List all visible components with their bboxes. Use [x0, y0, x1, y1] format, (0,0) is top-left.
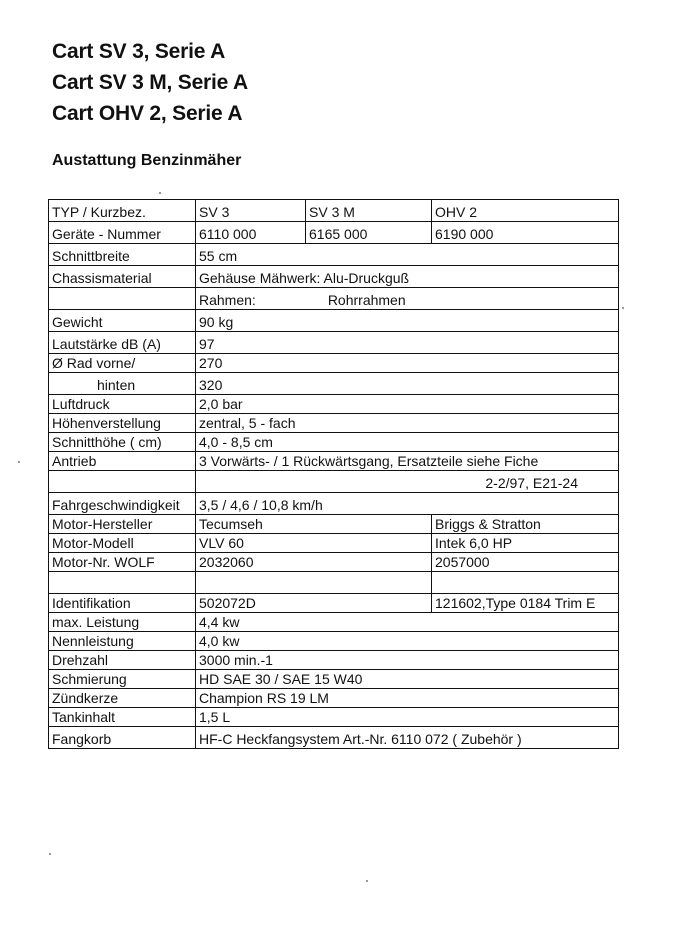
table-row-antrieb — [49, 452, 619, 471]
cell-value: 55 cm — [196, 244, 619, 266]
table-row-tankinhalt — [49, 708, 619, 727]
document-titles — [52, 36, 248, 129]
cell-value: 3000 min.-1 — [196, 651, 619, 670]
cell-label: TYP / Kurzbez. — [49, 200, 196, 222]
cell-ohv-value: 121602,Type 0184 Trim E — [432, 594, 619, 613]
cell-value: Champion RS 19 LM — [196, 689, 619, 708]
cell-label: Drehzahl — [49, 651, 196, 670]
table-row-nennleistung — [49, 632, 619, 651]
cell-value: 320 — [196, 373, 619, 395]
rahmen-value: Rohrrahmen — [327, 292, 406, 308]
table-row-rad-vorne — [49, 354, 619, 373]
table-row-motor-nr — [49, 553, 619, 572]
table-row-fahrgeschwindigkeit — [49, 493, 619, 515]
table-row-gewicht — [49, 310, 619, 332]
table-row-rahmen — [49, 288, 619, 310]
cell-label: Fahrgeschwindigkeit — [49, 493, 196, 515]
cell-ohv2: 6190 000 — [432, 222, 619, 244]
cell-ohv2: OHV 2 — [432, 200, 619, 222]
cell-ohv-value: Intek 6,0 HP — [432, 534, 619, 553]
table-row-header — [49, 200, 619, 222]
cell-value: Gehäuse Mähwerk: Alu-Druckguß — [196, 266, 619, 288]
table-row-hoehenverstellung — [49, 414, 619, 433]
cell-label-empty — [49, 288, 196, 310]
cell-value: 97 — [196, 332, 619, 354]
section-subtitle: Austattung Benzinmäher — [52, 152, 242, 169]
table-row-empty — [49, 572, 619, 594]
cell-label: Chassismaterial — [49, 266, 196, 288]
table-row-max-leistung — [49, 613, 619, 632]
cell-value: 4,4 kw — [196, 613, 619, 632]
cell-label: Tankinhalt — [49, 708, 196, 727]
cell-value: 90 kg — [196, 310, 619, 332]
table-row-fangkorb — [49, 727, 619, 749]
cell-label: Nennleistung — [49, 632, 196, 651]
cell-label: Schmierung — [49, 670, 196, 689]
cell-sv-value: Tecumseh — [196, 515, 432, 534]
title-sv3m: Cart SV 3 M, Serie A — [52, 71, 248, 94]
title-ohv2: Cart OHV 2, Serie A — [52, 102, 243, 125]
cell-sv-value: VLV 60 — [196, 534, 432, 553]
cell-ohv-value: 2057000 — [432, 553, 619, 572]
cell-label: Schnitthöhe ( cm) — [49, 433, 196, 452]
cell-label: Motor-Modell — [49, 534, 196, 553]
cell-value: 3,5 / 4,6 / 10,8 km/h — [196, 493, 619, 515]
scan-speck — [18, 461, 20, 463]
table-row-zuendkerze — [49, 689, 619, 708]
cell-rahmen — [196, 288, 619, 310]
cell-sv-value: 2032060 — [196, 553, 432, 572]
rahmen-label: Rahmen: — [199, 292, 256, 308]
cell-value: HD SAE 30 / SAE 15 W40 — [196, 670, 619, 689]
cell-ohv-value: Briggs & Stratton — [432, 515, 619, 534]
cell-label: Luftdruck — [49, 395, 196, 414]
cell-label: Höhenverstellung — [49, 414, 196, 433]
table-row-schnittbreite — [49, 244, 619, 266]
cell-label: Lautstärke dB (A) — [49, 332, 196, 354]
cell-label: Ø Rad vorne/ — [49, 354, 196, 373]
table-row-chassis — [49, 266, 619, 288]
cell-label: Fangkorb — [49, 727, 196, 749]
scan-speck — [366, 880, 368, 882]
cell-sv3: SV 3 — [196, 200, 306, 222]
table-row-identifikation — [49, 594, 619, 613]
cell-empty — [196, 572, 432, 594]
cell-label-empty — [49, 471, 196, 493]
cell-empty — [49, 572, 196, 594]
title-sv3: Cart SV 3, Serie A — [52, 40, 226, 63]
cell-label: Motor-Hersteller — [49, 515, 196, 534]
cell-value: 4,0 kw — [196, 632, 619, 651]
scan-speck — [159, 192, 161, 194]
table-row-antrieb-ref — [49, 471, 619, 493]
scan-speck — [49, 853, 51, 855]
table-row-rad-hinten — [49, 373, 619, 395]
table-row-schnitthoehe — [49, 433, 619, 452]
table-row-motor-modell — [49, 534, 619, 553]
cell-sv3m: SV 3 M — [306, 200, 432, 222]
table-row-lautstaerke — [49, 332, 619, 354]
cell-value: 2,0 bar — [196, 395, 619, 414]
cell-sv-value: 502072D — [196, 594, 432, 613]
cell-label: Schnittbreite — [49, 244, 196, 266]
cell-empty — [432, 572, 619, 594]
cell-label: Zündkerze — [49, 689, 196, 708]
scan-speck — [622, 307, 624, 309]
cell-sv3: 6110 000 — [196, 222, 306, 244]
table-row-motor-hersteller — [49, 515, 619, 534]
cell-label: Gewicht — [49, 310, 196, 332]
cell-value: 2-2/97, E21-24 — [196, 471, 619, 493]
cell-sv3m: 6165 000 — [306, 222, 432, 244]
table-row-schmierung — [49, 670, 619, 689]
cell-label: Antrieb — [49, 452, 196, 471]
cell-label: Identifikation — [49, 594, 196, 613]
cell-value: 3 Vorwärts- / 1 Rückwärtsgang, Ersatzteile siehe Fiche — [196, 452, 619, 471]
cell-value: zentral, 5 - fach — [196, 414, 619, 433]
cell-label: Geräte - Nummer — [49, 222, 196, 244]
spec-table — [48, 199, 619, 749]
cell-value: 1,5 L — [196, 708, 619, 727]
cell-label: hinten — [49, 373, 196, 395]
table-row-drehzahl — [49, 651, 619, 670]
cell-value: 4,0 - 8,5 cm — [196, 433, 619, 452]
cell-value: 270 — [196, 354, 619, 373]
table-row-luftdruck — [49, 395, 619, 414]
cell-label: max. Leistung — [49, 613, 196, 632]
cell-label: Motor-Nr. WOLF — [49, 553, 196, 572]
table-row-geraete — [49, 222, 619, 244]
cell-value: HF-C Heckfangsystem Art.-Nr. 6110 072 ( Zubehör ) — [196, 727, 619, 749]
